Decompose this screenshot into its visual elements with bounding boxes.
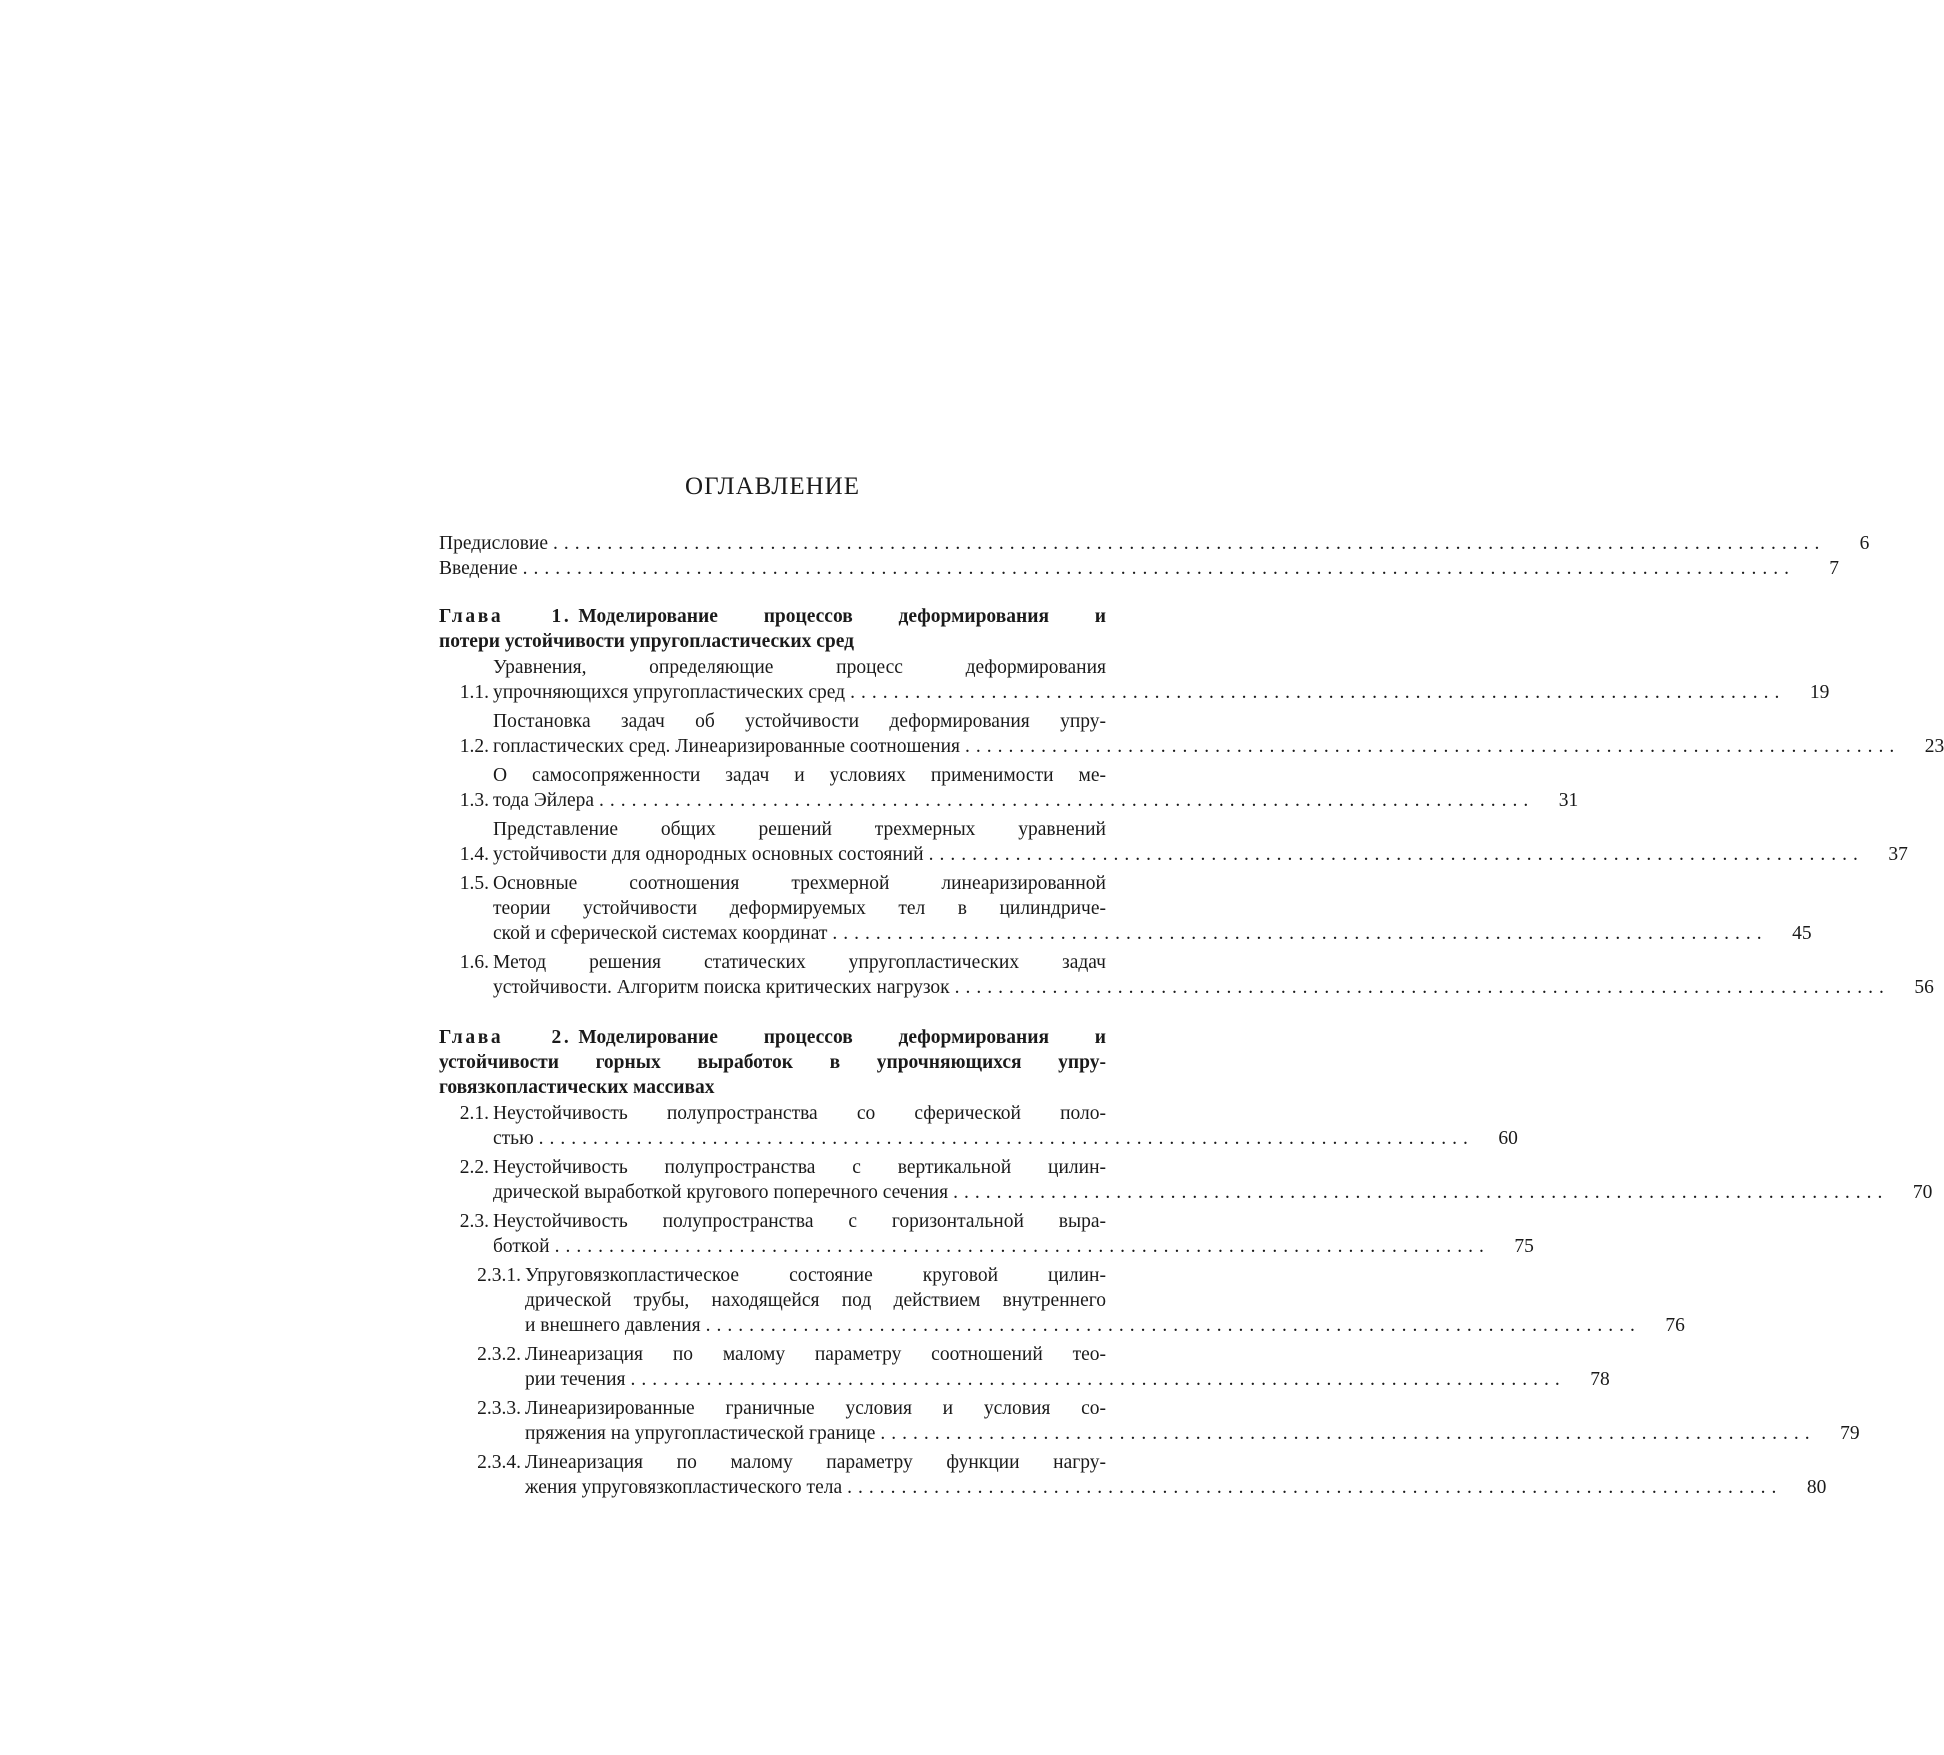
page-number: 70	[1912, 1182, 1933, 1203]
leader-dots: ......................................................................................	[832, 923, 1768, 944]
entry-line: Линеаризация по малому параметру функции нагру-	[525, 1452, 1106, 1473]
section-number: 2.1.	[459, 1103, 489, 1124]
section-number: 1.5.	[459, 873, 489, 894]
leader-dots: ......................................................................................	[538, 1128, 1474, 1149]
page-number: 23	[1924, 736, 1944, 757]
entry-line: дрической трубы, находящейся под действием внутреннего	[525, 1290, 1106, 1311]
section-number: 2.3.	[459, 1211, 489, 1232]
entry-line: устойчивости. Алгоритм поиска критических нагрузок	[493, 977, 950, 998]
toc-entry-introduction[interactable]	[439, 556, 1839, 581]
page-number: 45	[1792, 923, 1812, 944]
subsection-number: 2.3.3.	[477, 1398, 521, 1419]
entry-line: тода Эйлера	[493, 790, 595, 811]
entry-line: теории устойчивости деформируемых тел в цилиндриче-	[493, 898, 1106, 919]
toc-entry-subsection[interactable]	[439, 1450, 1827, 1500]
entry-line: Метод решения статических упругопластических задач	[493, 952, 1106, 973]
entry-line: упрочняющихся упругопластических сред	[493, 682, 846, 703]
leader-dots: ......................................................................................	[554, 1236, 1490, 1257]
section-number: 1.2.	[459, 736, 489, 757]
page-number: 60	[1498, 1128, 1518, 1149]
entry-line: ской и сферической системах координат	[493, 923, 828, 944]
chapter-title-line: говязкопластических массивах	[439, 1077, 715, 1098]
entry-title: Предисловие	[439, 533, 549, 554]
toc-entry-section[interactable]	[439, 1155, 1933, 1205]
entry-line: Представление общих решений трехмерных уравнений	[493, 819, 1106, 840]
entry-line: стью	[493, 1128, 534, 1149]
toc-entry-section[interactable]	[439, 871, 1812, 946]
chapter-heading[interactable]	[439, 1025, 1106, 1100]
toc-entry-section[interactable]	[439, 709, 1944, 759]
entry-line: О самосопряженности задач и условиях применимости ме-	[493, 765, 1106, 786]
chapter-label: Глава 2.	[439, 1027, 572, 1048]
page-number: 37	[1888, 844, 1908, 865]
toc-entry-subsection[interactable]	[439, 1263, 1685, 1338]
entry-line: боткой	[493, 1236, 550, 1257]
entry-line: Упруговязкопластическое состояние круговой цилин-	[525, 1265, 1106, 1286]
entry-line: гопластических сред. Линеаризированные соотношения	[493, 736, 961, 757]
section-number: 1.1.	[459, 682, 489, 703]
chapter-title-line: потери устойчивости упругопластических сред	[439, 631, 854, 652]
toc-entry-section[interactable]	[439, 655, 1830, 705]
leader-dots: ......................................................................................	[965, 736, 1901, 757]
leader-dots: ......................................................................................	[850, 682, 1786, 703]
toc-entry-section[interactable]	[439, 1101, 1518, 1151]
entry-line: Неустойчивость полупространства с горизонтальной выра-	[493, 1211, 1106, 1232]
section-number: 1.3.	[459, 790, 489, 811]
leader-dots: ......................................................................................	[847, 1477, 1783, 1498]
toc-entry-subsection[interactable]	[439, 1342, 1610, 1392]
section-number: 1.4.	[459, 844, 489, 865]
entry-line: жения упруговязкопластического тела	[525, 1477, 843, 1498]
chapter-title-line: Моделирование процессов деформирования и	[578, 606, 1106, 627]
page-number: 80	[1806, 1477, 1827, 1498]
entry-line: устойчивости для однородных основных состояний	[493, 844, 924, 865]
page-number: 75	[1514, 1236, 1534, 1257]
leader-dots: ......................................................................................	[880, 1423, 1816, 1444]
toc-entry-section[interactable]	[439, 950, 1934, 1000]
chapter-title-line: Моделирование процессов деформирования и	[578, 1027, 1106, 1048]
page-number: 56	[1914, 977, 1934, 998]
section-number: 1.6.	[459, 952, 489, 973]
chapter-title-line: устойчивости горных выработок в упрочняющихся упру-	[439, 1052, 1106, 1073]
page-number: 19	[1809, 682, 1830, 703]
toc-entry-section[interactable]	[439, 763, 1579, 813]
leader-dots: ......................................................................................	[928, 844, 1864, 865]
toc-entry-section[interactable]	[439, 1209, 1534, 1259]
leader-dots: .....................................................................................................................	[522, 558, 1795, 579]
entry-line: Неустойчивость полупространства с вертикальной цилин-	[493, 1157, 1106, 1178]
entry-line: дрической выработкой кругового поперечного сечения	[493, 1182, 949, 1203]
entry-line: Уравнения, определяющие процесс деформирования	[493, 657, 1106, 678]
entry-line: Постановка задач об устойчивости деформирования упру-	[493, 711, 1106, 732]
entry-line: Линеаризация по малому параметру соотношений тео-	[525, 1344, 1106, 1365]
toc-entry-preface[interactable]	[439, 531, 1870, 556]
leader-dots: ......................................................................................	[954, 977, 1890, 998]
page-number: 7	[1829, 558, 1839, 579]
subsection-number: 2.3.2.	[477, 1344, 521, 1365]
subsection-number: 2.3.1.	[477, 1265, 521, 1286]
page-number: 6	[1859, 533, 1870, 554]
entry-line: пряжения на упругопластической границе	[525, 1423, 876, 1444]
subsection-number: 2.3.4.	[477, 1452, 521, 1473]
page-number: 76	[1665, 1315, 1685, 1336]
page-number: 78	[1590, 1369, 1610, 1390]
entry-line: и внешнего давления	[525, 1315, 701, 1336]
page-number: 79	[1840, 1423, 1860, 1444]
toc-entries	[439, 531, 1944, 1500]
toc-entry-subsection[interactable]	[439, 1396, 1860, 1446]
leader-dots: ......................................................................................	[705, 1315, 1641, 1336]
entry-line: Основные соотношения трехмерной линеаризированной	[493, 873, 1106, 894]
entry-line: Линеаризированные граничные условия и условия со-	[525, 1398, 1106, 1419]
chapter-heading[interactable]	[439, 604, 1106, 654]
leader-dots: ......................................................................................	[630, 1369, 1566, 1390]
entry-line: рии течения	[525, 1369, 626, 1390]
entry-title: Введение	[439, 558, 518, 579]
toc-title: ОГЛАВЛЕНИЕ	[685, 473, 860, 500]
leader-dots: ......................................................................................	[599, 790, 1535, 811]
leader-dots: .....................................................................................................................	[553, 533, 1826, 554]
toc-entry-section[interactable]	[439, 817, 1908, 867]
page-number: 31	[1558, 790, 1579, 811]
leader-dots: ......................................................................................	[953, 1182, 1889, 1203]
entry-line: Неустойчивость полупространства со сферической поло-	[493, 1103, 1106, 1124]
section-number: 2.2.	[459, 1157, 489, 1178]
chapter-label: Глава 1.	[439, 606, 572, 627]
